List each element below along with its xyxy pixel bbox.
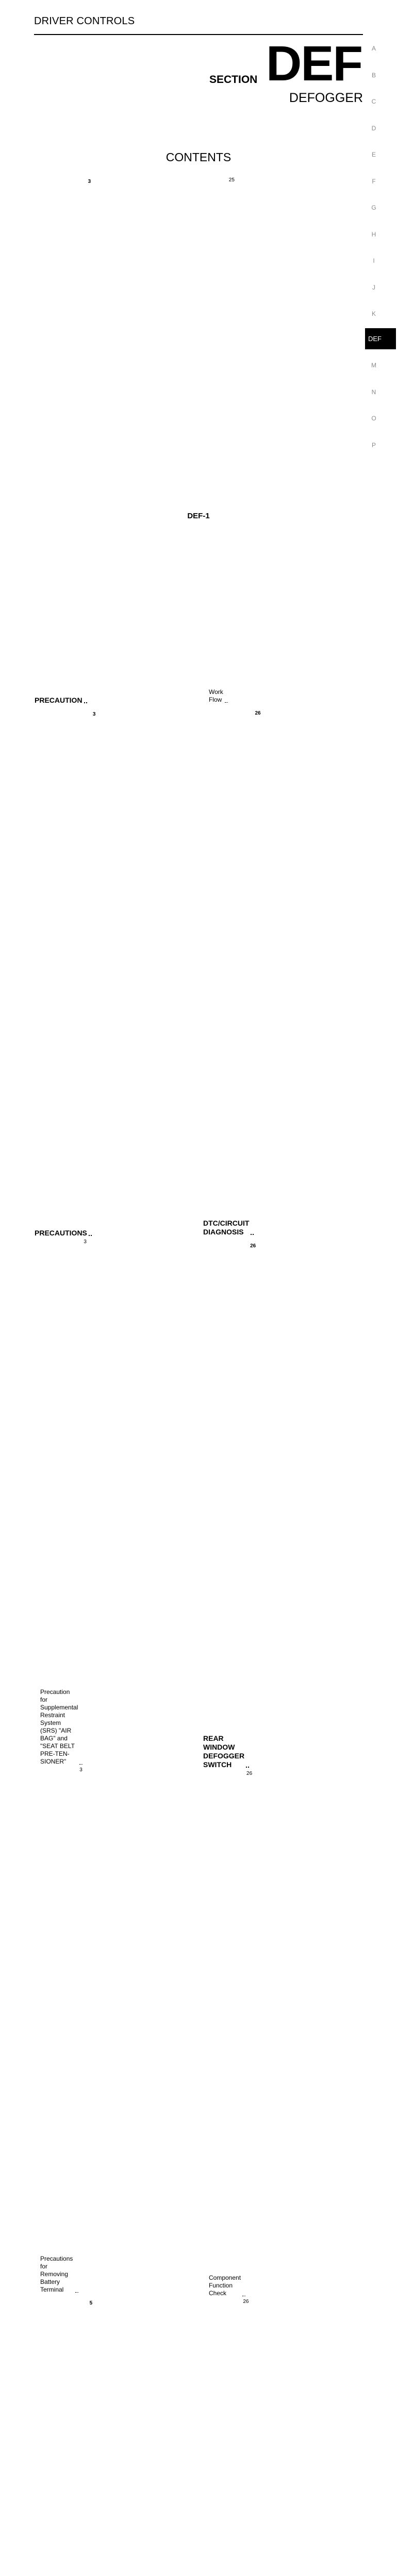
side-index-letter[interactable]: A xyxy=(371,45,376,52)
toc-entry-title: DTC/CIRCUIT DIAGNOSIS xyxy=(203,1219,250,1236)
toc-right-column xyxy=(203,176,361,2576)
toc-entry-page: 5 xyxy=(89,2300,93,2306)
contents-heading: CONTENTS xyxy=(166,150,231,164)
section-label: SECTION xyxy=(209,74,258,86)
toc-entry-title: REAR WINDOW DEFOGGER SWITCH xyxy=(203,1734,245,1769)
toc-entry[interactable] xyxy=(35,1766,193,2294)
toc-entry-page: 26 xyxy=(246,1771,253,1776)
side-index-letter[interactable]: F xyxy=(372,177,376,185)
toc-entry[interactable] xyxy=(35,710,193,1238)
toc-dot-leader xyxy=(225,702,228,703)
side-index-letter[interactable]: B xyxy=(371,71,376,79)
toc-entry[interactable] xyxy=(203,1242,361,1769)
toc-dot-leader xyxy=(84,702,87,703)
side-index-letter[interactable]: K xyxy=(371,310,376,317)
toc-entry-page: 3 xyxy=(79,1767,82,1773)
toc-dot-leader xyxy=(79,1764,82,1765)
side-index-letter[interactable]: C xyxy=(371,98,376,105)
toc-entry[interactable] xyxy=(35,2299,193,2576)
header-rule xyxy=(34,34,363,35)
toc-entry-title: Work Flow xyxy=(209,688,223,703)
toc-left-column xyxy=(35,177,193,2576)
side-index-active-tab[interactable]: DEF xyxy=(365,328,396,349)
toc-entry[interactable] xyxy=(203,1770,361,2297)
toc-dot-leader xyxy=(89,1235,92,1236)
toc-dot-leader xyxy=(251,1234,254,1235)
side-index-letter[interactable]: P xyxy=(371,441,376,449)
side-index-letter[interactable]: E xyxy=(371,151,376,158)
toc-entry[interactable] xyxy=(203,709,361,1236)
toc-entry-page: 3 xyxy=(88,179,91,184)
toc-entry-title: Component Function Check xyxy=(209,2274,241,2297)
toc-dot-leader xyxy=(246,1767,249,1768)
toc-entry[interactable] xyxy=(203,176,361,704)
side-index-letter[interactable]: M xyxy=(371,362,376,369)
side-index-letter[interactable]: N xyxy=(371,388,376,396)
side-index-letter[interactable]: D xyxy=(371,124,376,132)
section-code: DEF xyxy=(266,36,362,91)
toc-entry-title: Precaution for Supplemental Restraint System (SRS) "AIR BAG" and "SEAT BELT PRE-TEN- SIONER" xyxy=(40,1688,78,1765)
toc-entry[interactable] xyxy=(35,1238,193,1766)
page-number: DEF-1 xyxy=(187,512,210,520)
side-index-letter[interactable]: J xyxy=(372,283,375,291)
chapter-header: DRIVER CONTROLS xyxy=(34,15,135,27)
toc-entry-page: 26 xyxy=(243,2299,249,2304)
toc-entry-title: PRECAUTIONS xyxy=(35,1229,87,1237)
toc-entry-title: Precautions for Removing Battery Terminal xyxy=(40,2255,73,2293)
toc-entry-page: 26 xyxy=(250,1243,256,1249)
section-side-index xyxy=(364,0,396,528)
toc-entry-page: 3 xyxy=(92,711,96,717)
toc-entry[interactable] xyxy=(35,177,193,705)
side-index-letter[interactable]: O xyxy=(371,415,376,422)
side-index-letter[interactable]: H xyxy=(371,230,376,238)
toc-entry-page: 26 xyxy=(255,710,261,716)
toc-entry-page: 25 xyxy=(228,177,235,183)
section-title: DEFOGGER xyxy=(289,91,363,105)
toc-entry[interactable] xyxy=(203,2298,361,2576)
toc-entry-page: 3 xyxy=(84,1239,87,1245)
toc-entry-title: PRECAUTION xyxy=(35,696,82,704)
side-index-letter[interactable]: G xyxy=(371,204,376,211)
toc-dot-leader xyxy=(75,2292,78,2293)
side-index-letter[interactable]: I xyxy=(373,257,375,264)
